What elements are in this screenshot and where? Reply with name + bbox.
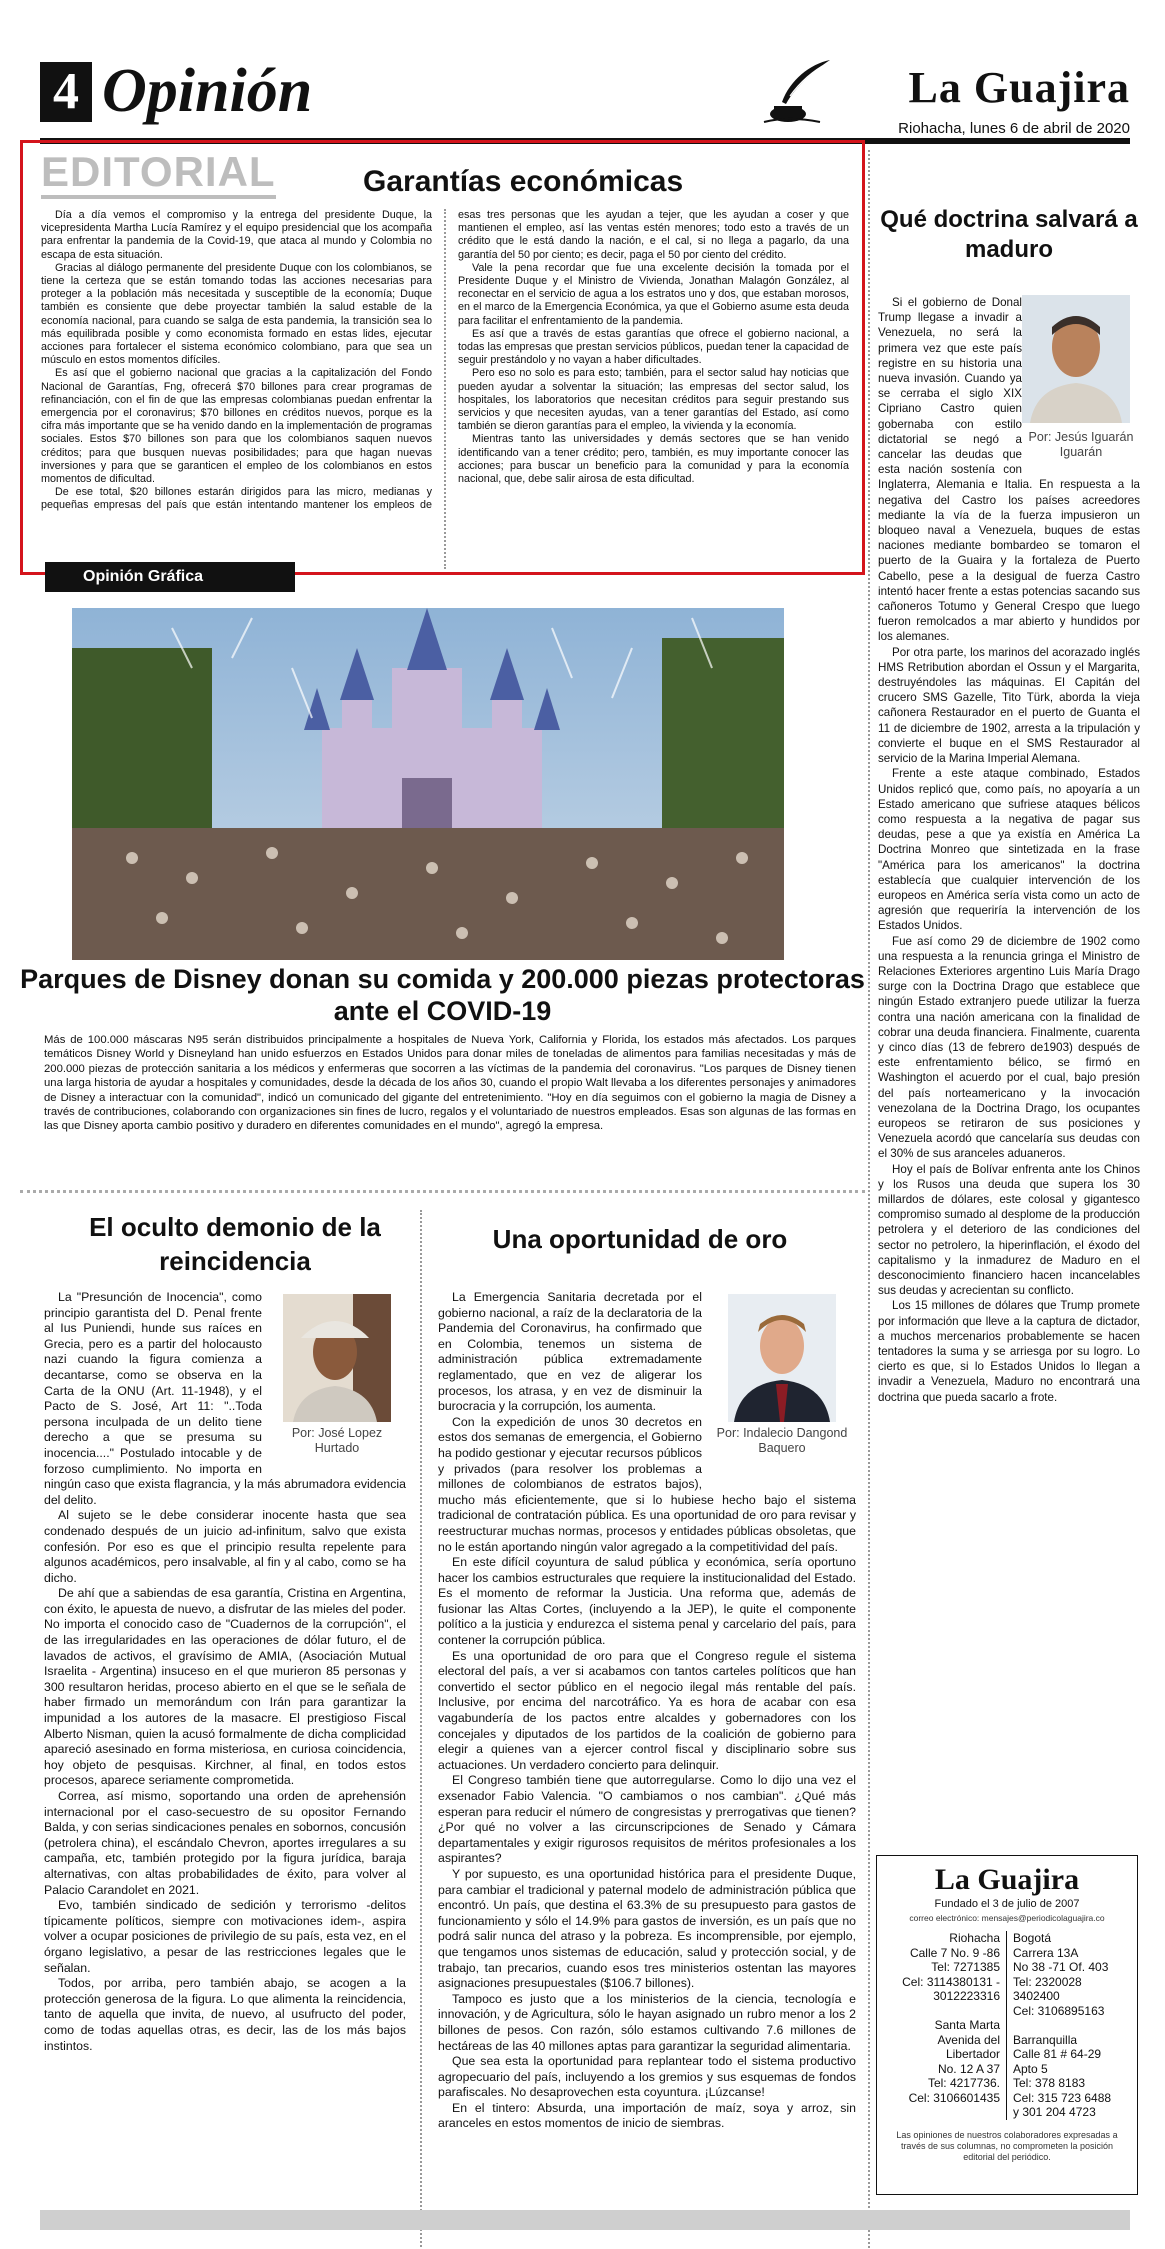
infobox-line: No 38 -71 Of. 403: [1013, 1960, 1109, 1974]
infobox-paper-name: La Guajira: [934, 1863, 1080, 1896]
editorial-body: [41, 209, 849, 569]
infobox-line: Apto 5: [1013, 2061, 1048, 2076]
author-photo-jose-lopez: [283, 1294, 391, 1422]
infobox-line: Calle 81 # 64-29: [1013, 2047, 1102, 2061]
infobox-line: Carrera 13A: [1013, 1945, 1079, 1960]
section-divider: [20, 1190, 865, 1193]
middle-article-body: [438, 1290, 856, 2132]
infobox-line: Bogotá: [1013, 1931, 1052, 1945]
middle-article-title: Una oportunidad de oro: [492, 1224, 788, 1254]
infobox-line: Santa Marta: [934, 2018, 1000, 2032]
right-article-body: [878, 295, 1140, 1405]
editorial-paragraph: De ese total, $20 billones estarán dirigidos para las micro, medianas y pequeñas empresas del país que están intentando mantener los empleos de esas tres personas que les ayudan a tejer, que les ayudan a coser y que mantienen el empleo, así las ventas estén menores; todo esto a través de un crédito que le está dando la nación, e el cal, si no llega a pagarlo, da una garantía del 50 por ciento; es decir, paga el 50 por ciento del crédito.: [41, 209, 849, 512]
editorial-paragraph: Mientras tanto las universidades y demás sectores que se han venido identificando van a tener crédito; pero, también, es muy importante conocer las acciones; para buscar un beneficio para la comunidad y para la economía nacional, que, debe salir airosa de esta dificultad.: [458, 433, 849, 486]
infobox-line: [1013, 2018, 1129, 2033]
article-paragraph: Es una oportunidad de oro para que el Congreso regule el sistema electoral del país, a ver si acabamos con tantos carteles políticos que han convertido el sector público en el negocio ilegal más rentable del país. Inclusive, por encima del narcotráfico. Ya es hora de acabar con esa vagabundería de los pactos entre alcaldes y gobernadores con los concejales y diputados de los partidos de la coalición de gobierno para elegir a quienes van a ejercer control fiscal y disciplinario sobre sus actuaciones. Un verdadero concierto para delinquir.: [438, 1648, 856, 1772]
editorial-label: EDITORIAL: [41, 149, 276, 199]
section-title: Opinión: [102, 57, 313, 125]
infobox-line: Tel: 378 8183: [1013, 2076, 1086, 2090]
article-paragraph: De ahí que a sabiendas de esa garantía, Cristina en Argentina, con éxito, le apuesta de nuevo, a disfrutar de las mieles del poder. No importa el conocido caso de "Cuadernos de la corrupción", el de las irregularidades en las operaciones de dólar futuro, el de lavados de activos, el gravísimo de AMIA, (Asociación Mutual Israelita - Argentina) insuceso en el que murieron 85 personas y 300 resultaron heridas, proceso abierto en el que se le señala de haber firmado un memorándum con Irán para garantizar la impunidad a los autores de la masacre. El prestigioso Fiscal Alberto Nisman, quien la acusó formalmente de dicha complicidad apareció asesinado en forma misteriosa, en curiosa coincidencia, hoy objeto de pesquisas. Kirchner, al final, en todos estos procesos, aparece seriamente comprometida.: [44, 1586, 406, 1788]
article-paragraph: Fue así como 29 de diciembre de 1902 como una respuesta a la renuncia gringa el Ministro de Relaciones Exteriores argentino Luis María Drago surge con la Doctrina Drago que establece que ningún Estado extranjero puede utilizar la fuerza contra una nación americana con la finalidad de cobrar una deuda financiera. Finalmente, cuarenta y cinco días (13 de febrero de1903) después de este enfrentamiento bélico, se firmó en Washington el acuerdo por el cual, bajo presión del país norteamericano y la invocación venezolana de la Doctrina Drago, los ocupantes europeos se retiraron de sus posiciones y Venezuela acordó que cancelaría sus deudas con el 30% de sus aranceles aduaneros.: [878, 934, 1140, 1161]
author-byline: Por: José Lopez Hurtado: [291, 1426, 383, 1455]
infobox-line: Cel: 3106601435: [908, 2090, 1000, 2105]
infobox-line: Riohacha: [949, 1931, 1000, 1945]
infobox-line: Tel: 7271385: [931, 1960, 1000, 1974]
infobox-line: 3402400: [1013, 1989, 1060, 2003]
infobox-line: Libertador: [945, 2047, 1000, 2061]
infobox-disclaimer: Las opiniones de nuestros colaboradores expresadas a través de sus columnas, no comprometen la posición editorial del periódico.: [896, 2129, 1118, 2162]
article-paragraph: Que sea esta la oportunidad para replantear todo el sistema productivo agropecuario del país, incluyendo a los gremios y sus esquemas de fondos parafiscales. No desaprovechen esta coyuntura. ¡Lúzcanse!: [438, 2054, 856, 2100]
infobox-email: correo electrónico: mensajes@periodicolaguajira.co: [909, 1913, 1105, 1923]
paper-name: La Guajira: [908, 63, 1130, 112]
feature-title: Parques de Disney donan su comida y 200.000 piezas protectoras ante el COVID-19: [20, 964, 865, 1026]
infobox-line: y 301 204 4723: [1013, 2105, 1096, 2119]
author-photo-jesus-iguaran: [1022, 295, 1130, 423]
editorial-title: Garantías económicas: [363, 165, 684, 198]
author-photo-indalecio-dangond: [728, 1294, 836, 1422]
infobox-line: No. 12 A 37: [937, 2061, 1000, 2076]
article-paragraph: Frente a este ataque combinado, Estados Unidos replicó que, como país, no apoyaría a un Estado americano que sufriese ataques bélicos como respuesta a la negativa de pagar sus deudas, pese a que ya existía en América La Doctrina Monreo que sintetizada en la frase "América para los americanos" la doctrina establecía que cualquier intervención de los europeos en América sería vista como un acto de agresión que requeriría la intervención de los Estados Unidos.: [878, 767, 1140, 933]
infobox-line: Barranquilla: [1013, 2032, 1078, 2047]
article-paragraph: Tampoco es justo que a los ministerios de la ciencia, tecnología e innovación, y de Agricultura, sólo le hayan asignado un rubro menor a los 2 billones de pesos. Con razón, sólo estamos cultivando 7.6 millones de hectáreas de las 40 millones aptas para garantizar la seguridad alimentaria.: [438, 1991, 856, 2053]
author-photo-block: [1022, 295, 1140, 473]
infobox-line: Cel: 315 723 6488: [1013, 2090, 1112, 2105]
page-number: 4: [40, 62, 92, 122]
article-paragraph: Al sujeto se le debe considerar inocente hasta que sea condenado después de un juicio ad-infinitum, salvo que exista confesión. Por eso es que el principio resulta repelente para algunos académicos, pero insalvable, al fin y al cabo, como se ha dicho.: [44, 1508, 406, 1585]
infobox-offices-left: [885, 1931, 1007, 2120]
editorial-box: [20, 140, 865, 575]
infobox-line: 3012223316: [933, 1989, 1000, 2003]
article-paragraph: Y por supuesto, es una oportunidad histórica para el presidente Duque, para cambiar el tradicional y paternal modelo de administración pública que encontró. Un país, que destina el 63.3% de su presupuesto para gastos de funcionamiento y sólo el 14.9% para gastos de inversión, es un país que no podrá salir nunca del atraso y la pobreza. Es incomprensible, por ejemplo, que tengamos unos sistemas de educación, salud y protección social, y de trabajo, tan precarios, cuando esos tres ministerios ostentan las mayores asignaciones presupuestales ($106.7 billones).: [438, 1866, 856, 1991]
editorial-paragraph: Gracias al diálogo permanente del presidente Duque con los colombianos, se tiene la certeza que se están tomando todas las acciones necesarias para proteger a la población más necesitada y susceptible de la economía; Duque también es consiente que debe proyectar también la salud estable de la economía nacional, para cuando se salga de esta pandemia, la transición sea lo más equilibrada posible y como economista formado en estas lides, ejecutar acciones para fortalecer el sistema económico colombiano, para que sea un músculo en estos momentos difíciles.: [41, 261, 432, 367]
editorial-paragraph: Pero eso no solo es para esto; también, para el sector salud hay noticias que pueden ayudar a solventar la situación; las empresas del sector salud, los hospitales, los laboratorios que necesitan créditos para seguir prestando sus servicios y que necesiten ayudas, van a tener garantías del Estado, así como también se dieron garantías para el empleo, la vivienda y la economía.: [458, 367, 849, 433]
dateline: Riohacha, lunes 6 de abril de 2020: [898, 120, 1130, 137]
column-divider: [868, 150, 870, 2249]
infobox-line: [885, 2004, 1000, 2019]
editorial-paragraph: Día a día vemos el compromiso y la entrega del presidente Duque, la vicepresidenta Martha Lucía Ramírez y el equipo presidencial que los acompaña para enfrentar la pandemia de la Covid-19, que ataca al mundo y Colombia no escapa de esta situación.: [41, 209, 432, 261]
editorial-paragraph: Es así que el gobierno nacional que gracias a la capitalización del Fondo Nacional de Garantías, Fng, ofrecerá $70 billones para crear programas de refinanciación, con el fin de que las empresas colombianas puedan enfrentar la emergencia por el coronavirus; $70 billones en créditos nuevos, porque es la cifra más importante que se ha venido dando en la implementación de programas sociales. Estos $70 billones son para que los colombianos saquen nuevos créditos; para que busquen nuevas posibilidades; para que hagan nuevas inversiones y para que se garanticen el empleo de los colombianos en estos momentos de dificultad.: [41, 367, 432, 486]
quill-inkwell-icon: [760, 56, 840, 126]
article-paragraph: Con la expedición de unos 30 decretos en estos dos semanas de emergencia, el Gobierno ha podido gestionar y ejecutar recursos públicos y privados (para resolver los problemas a millones de colombianos de estratos bajos), mucho más eficientemente, que si lo hubiese hecho bajo el sistema tradicional de contratación pública. Es una oportunidad de oro para revisar y reestructurar muchas normas, procesos y entidades públicas obsoletas, que no le están aportando ningún valor agregado a la competitividad del país.: [438, 1414, 856, 1554]
disney-castle-photo: [72, 608, 784, 960]
infobox-line: Tel: 4217736.: [927, 2076, 1000, 2090]
article-paragraph: En el tintero: Absurda, una importación de maíz, soya y arroz, sin aranceles en estos momentos de inicio de siembras.: [438, 2100, 856, 2131]
article-paragraph: En este difícil coyuntura de salud pública y económica, sería oportuno hacer los cambios estructurales que requiere la institucionalidad del Estado. Es el momento de reformar la Justicia. Una reforma que, además de fusionar las Altas Cortes, (incluyendo a la JEP), le quite el componente político a la justicia y endurezca el sistema penal y carcelario del país, para contener la corrupción pública.: [438, 1555, 856, 1648]
author-byline: Por: Jesús Iguarán Iguarán: [1028, 430, 1134, 460]
author-photo-block: [708, 1290, 856, 1490]
footer-bar: [40, 2210, 1130, 2230]
masthead: [40, 50, 1130, 145]
left-article-body: [44, 1290, 406, 2054]
infobox-line: Cel: 3106895163: [1013, 2003, 1105, 2018]
right-article-title: Qué doctrina salvará a maduro: [880, 206, 1138, 263]
infobox-line: Tel: 2320028: [1013, 1974, 1082, 1989]
column-divider: [420, 1210, 422, 2249]
article-paragraph: Los 15 millones de dólares que Trump promete por información que lleve a la captura de dictador, a muchos mercenarios probablemente se hacen tentadores la suma y se arriesga por su logro. Lo cierto es que, si lo Estados Unidos lo llegan a invadir a Venezuela, Maduro no encontrará una doctrina que pueda sacarlo a frote.: [878, 1299, 1140, 1404]
article-paragraph: Evo, también sindicado de sedición y terrorismo -delitos típicamente políticos, siempre con motivaciones idem-, aspira volver a ocupar posiciones de privilegio de su país, esta vez, en el órgano legislativo, a pesar de las restricciones legales que le señalan.: [44, 1898, 406, 1975]
editorial-paragraph: Vale la pena recordar que fue una excelente decisión la tomada por el Presidente Duque y el Ministro de Vivienda, Jonathan Malagón González, al reconectar en el servicio de agua a los estratos uno y dos, que estaban morosos, en el marco de la Emergencia Económica, ya que el Gobierno asume esta deuda para facilitar el enfrentamiento de la pandemia.: [458, 261, 849, 327]
infobox-line: Avenida del: [937, 2032, 1000, 2047]
editorial-paragraph: Es así que a través de estas garantías que ofrece el gobierno nacional, a todas las empresas que prestan servicios públicos, puedan tener la capacidad de seguir prestándolo y no vayan a haber dificultades.: [458, 327, 849, 367]
infobox-founded: Fundado el 3 de julio de 2007: [934, 1898, 1080, 1910]
section-tab-opinion-grafica: Opinión Gráfica: [45, 562, 295, 592]
article-paragraph: Hoy el país de Bolívar enfrenta ante los Chinos y los Rusos una deuda que supera los 30 millardos de dólares, este colosal y gigantesco compromiso sumado al desplome de la producción petrolera y el deterioro de las condiciones del sector no petrolero, la hiperinflación, el éxodo del capitalismo y la inmadurez de Maduro en el desconocimiento financiero hacen incancelables sus deudas y acrecientan su conflicto.: [878, 1162, 1140, 1298]
infobox-line: Cel: 3114380131 -: [902, 1974, 1000, 1989]
article-paragraph: Por otra parte, los marinos del acorazado inglés HMS Retribution abordan el Ossun y el Margarita, destruyéndoles las máquinas. El Capitán del crucero SMS Gazelle, Tito Türk, aborda la vieja cañonera Restaurador en el puerto de Guanta el 11 de diciembre de 1902, arresta a la tripulación y convierte el buque en el SMS Restaurador al servicio de la Marina Imperial Alemana.: [878, 645, 1140, 766]
article-paragraph: Si el gobierno de Donal Trump llegase a invadir a Venezuela, no será la primera vez que este país registre en su historia una nueva invasión. Cuando ya se cerraba el siglo XIX Cipriano Castro quien gobernaba con estilo dictatorial se negó a cancelar las deudas que esta nación sostenía con Inglaterra, Alemania e Italia. En respuesta a la negativa del Castro los países acreedores mediante la vía de la fuerza impusieron un bloqueo naval a Venezuela, buques de estas naciones mediante bombardeo se tomaron el puerto de la Guaira y la fortaleza de Puerto Cabello, pese a la desigual de fuerza Castro intentó hacer frente a estas potencias sacando sus cañoneros Totumo y General Crespo que luego fueron remolcados a mar abierto y hundidos por los alemanes.: [878, 296, 1140, 644]
infobox-offices-right: [1007, 1931, 1129, 2120]
newspaper-info-box: [876, 1855, 1138, 2195]
feature-body: Más de 100.000 máscaras N95 serán distribuidos principalmente a hospitales de Nueva York, California y Florida, los estados más afectados. Los parques temáticos Disney World y Disneyland han unido esfuerzos en Estados Unidos para donar miles de toneladas de alimentos para familias necesitadas y más de 200.000 piezas de protección sanitaria a los médicos y enfermeras que socorren a las víctimas de la pandemia del coronavirus. "Los parques de Disney tienen una larga historia de ayudar a hospitales y comunidades, desde la década de los años 30, cuando el propio Walt llevaba a los diferentes personajes y animadores de Disney a interactuar con la comunidad", indicó un comunicado del gigante del entretenimiento. "Hoy en día seguimos con el gobierno la magia de Disney a través de contribuciones, colaborando con organizaciones sin fines de lucro, regalos y el voluntariado de nuestros empleados. Esas son algunas de las formas en las que Disney aporta cambio positivo y duradero en diferentes comunidades en el mundo", agregó la empresa.: [44, 1034, 856, 1133]
article-paragraph: Todos, por arriba, pero también abajo, se acogen a la protección generosa de la figura. Lo que alimenta la reincidencia, tanto de aquella que invita, de nuevo, al usufructo del poder, como de todas aquellas otras, es decir, las de los más bajos instintos.: [44, 1976, 406, 2053]
article-paragraph: Correa, así mismo, soportando una orden de aprehensión internacional por el caso-secuestro de su opositor Fernando Balda, y con serias sindicaciones penales en sobornos, concusión (petrolera china), el escándalo Chevron, aportes irregulares a su campaña, etc, también protegido por la figura jurídica, baraja alternativas, con altas probabilidades de éxito, para volver al Palacio Carandolet en 2021.: [44, 1789, 406, 1897]
article-paragraph: La Emergencia Sanitaria decretada por el gobierno nacional, a raíz de la declaratoria de la Pandemia del Coronavirus, ha confirmado que en Colombia, tenemos un sistema de administración pública extremadamente reglamentado, que en vez de aligerar los procesos, los atrasa, y en vez de disminuir la burocracia y la corrupción, los aumenta.: [438, 1290, 702, 1414]
article-paragraph: El Congreso también tiene que autorregularse. Como lo dijo una vez el exsenador Fabio Valencia. "O cambiamos o nos cambian". ¿Qué más esperan para reducir el número de congresistas y prerrogativas que tienen? ¿Por qué no volver a las circunscripciones de Senado y Cámara departamentales y exigir rigurosos requisitos de méritos profesionales a los aspirantes?: [438, 1773, 856, 1866]
left-article-title: El oculto demonio de la reincidencia: [89, 1212, 381, 1276]
infobox-line: Calle 7 No. 9 -86: [909, 1945, 1000, 1960]
author-byline: Por: Indalecio Dangond Baquero: [716, 1426, 848, 1455]
article-paragraph: La "Presunción de Inocencia", como principio garantista del D. Penal frente al Ius Puniendi, hunde sus raíces en Grecia, pero es a partir del holocausto nazi cuando la figura comienza a decantarse, como se observa en la Carta de la ONU (Art. 11-1948), y el Pacto de S. José, Art 11: "..Toda persona inculpada de un delito tiene derecho a que se presuma su inocencia...." Postulado intocable y de forzoso cumplimiento. No importa en ningún caso que exista flagrancia, y la más abrumadora evidencia del delito.: [44, 1290, 406, 1507]
author-photo-block: [268, 1290, 406, 1470]
